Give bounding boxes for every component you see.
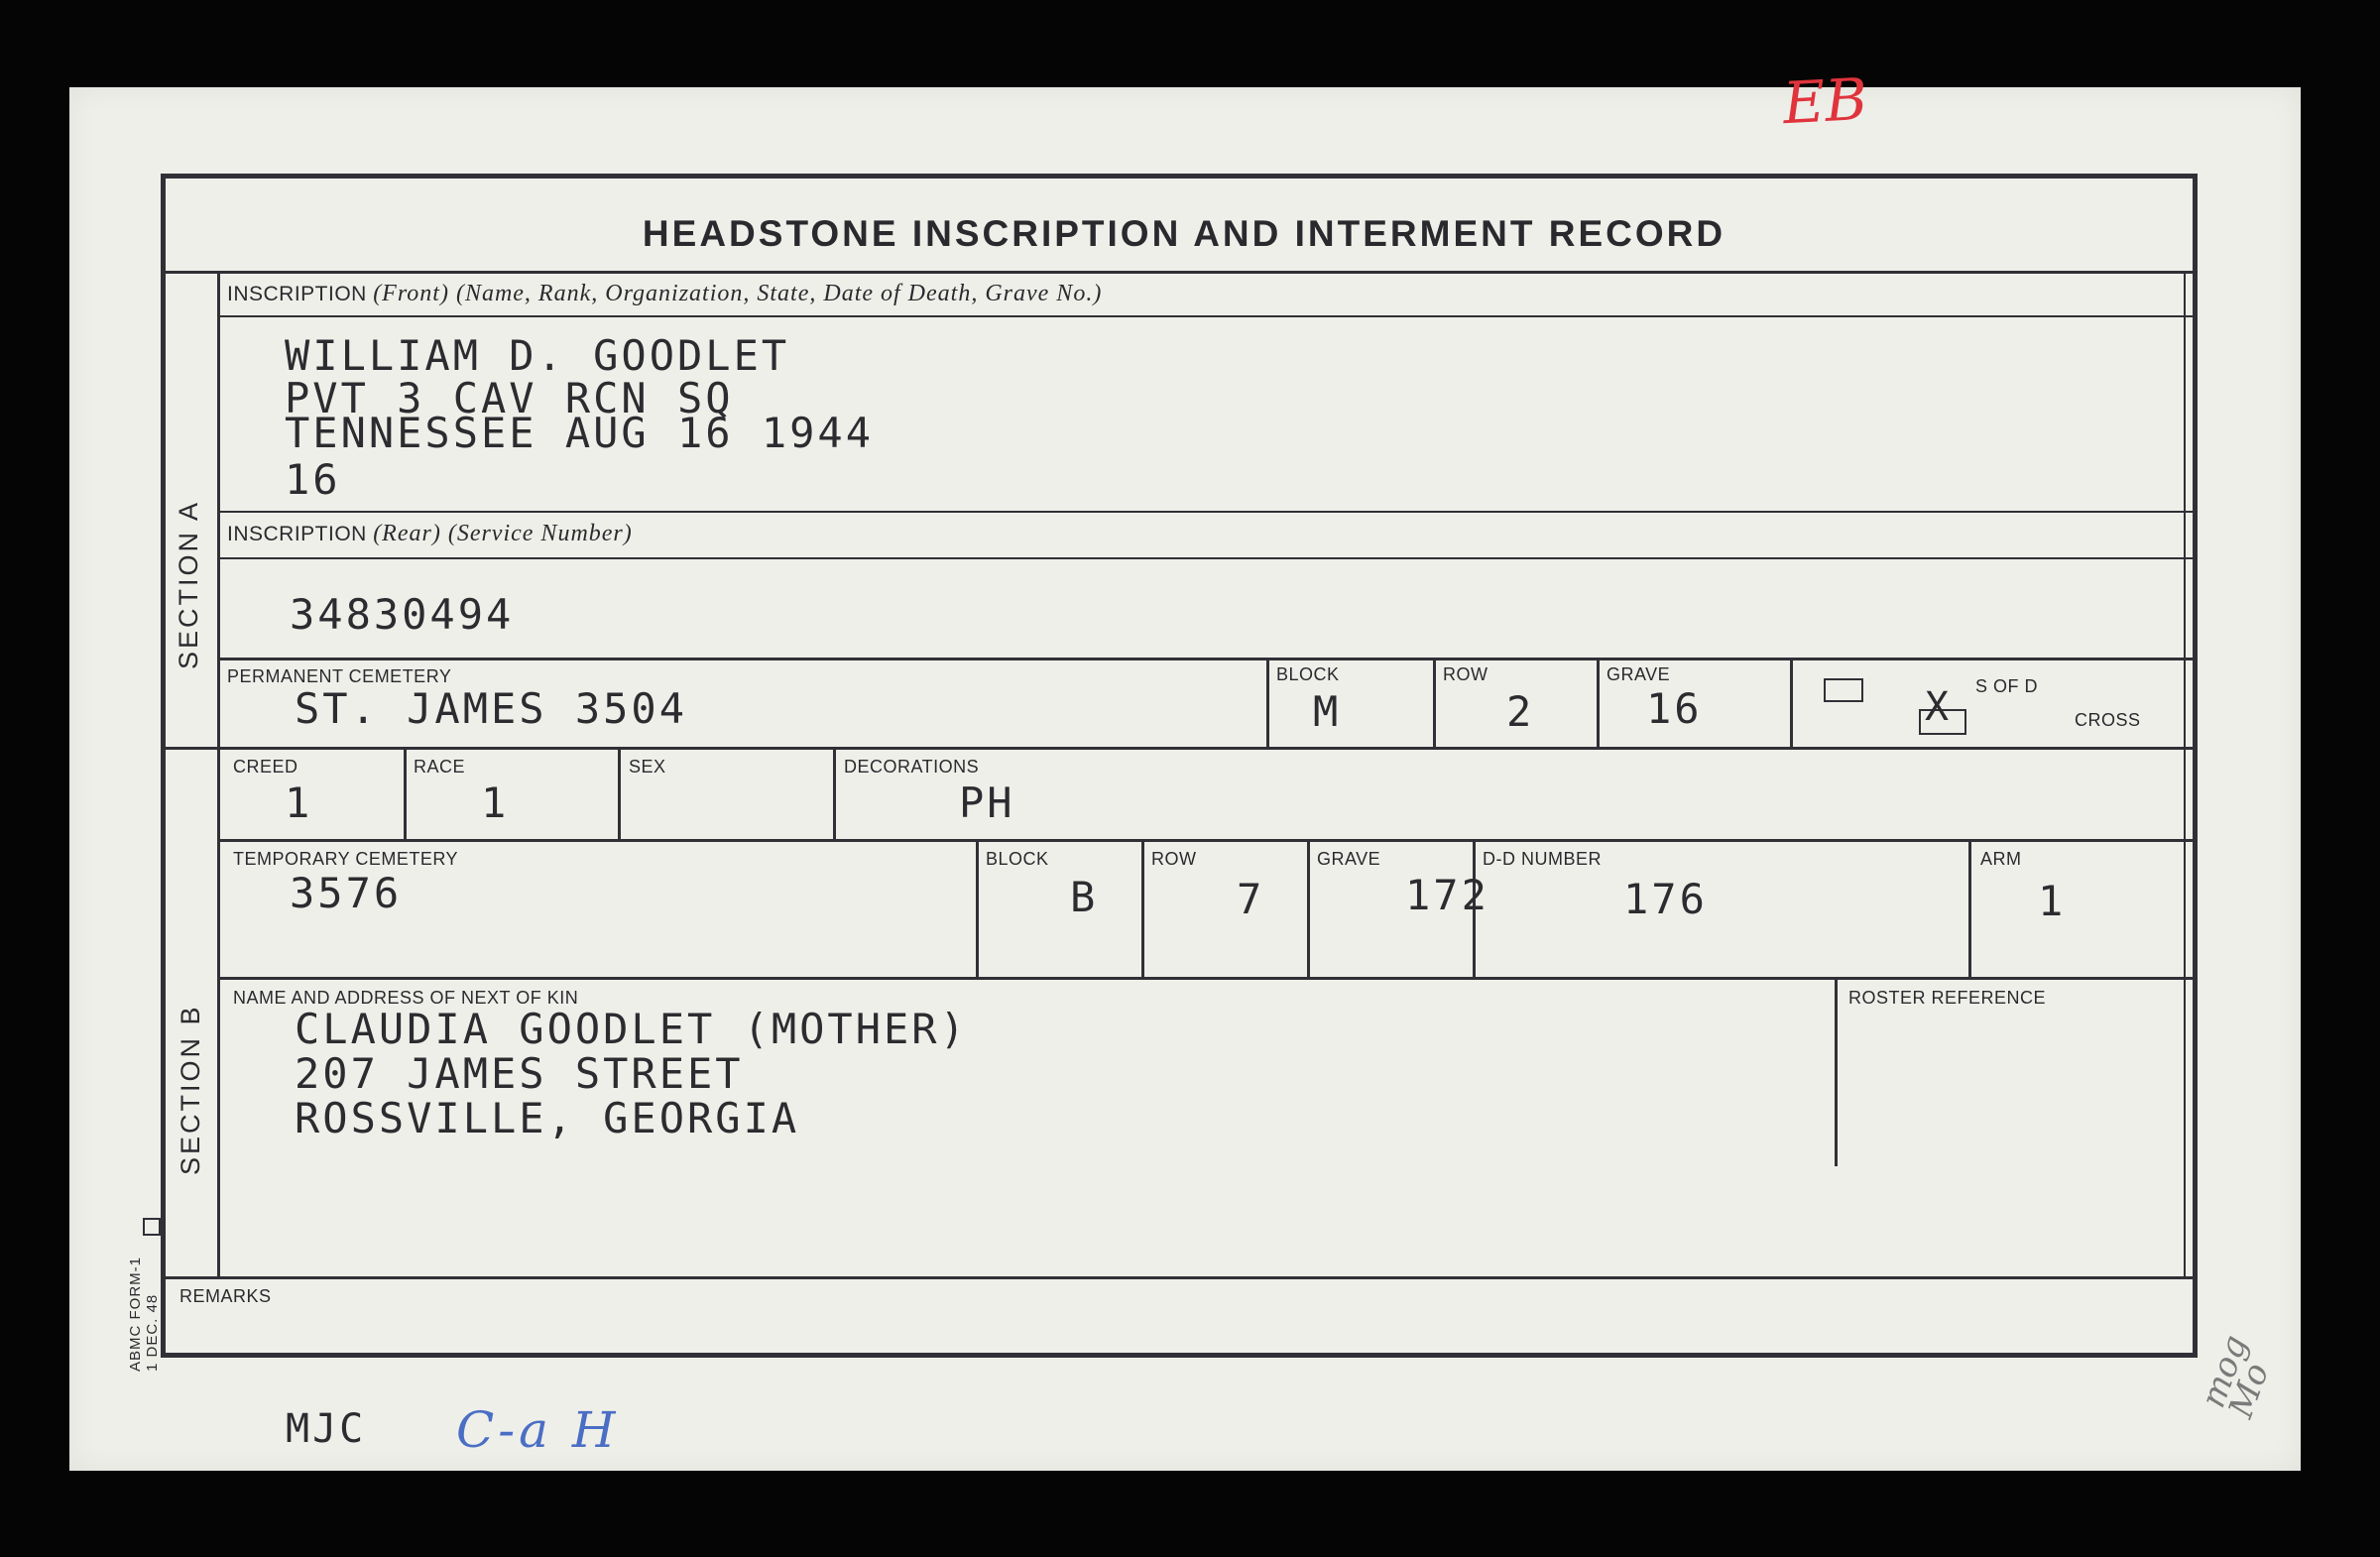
next-of-kin-line: 207 JAMES STREET	[295, 1049, 744, 1098]
section-a-label: SECTION A	[174, 499, 203, 669]
dd-number-value: 176	[1623, 875, 1708, 923]
temp-row-value: 7	[1237, 875, 1265, 923]
grave-value: 16	[1646, 684, 1703, 733]
inscription-line: 16	[285, 455, 341, 504]
dd-number-label: D-D NUMBER	[1483, 849, 1602, 869]
temporary-cemetery-label: TEMPORARY CEMETERY	[233, 849, 459, 869]
typed-initials: MJC	[286, 1406, 367, 1452]
inscription-line: TENNESSEE AUG 16 1944	[285, 409, 875, 457]
temp-grave-label: GRAVE	[1317, 849, 1381, 869]
decorations-label: DECORATIONS	[844, 757, 980, 777]
form-id-checkbox	[143, 1218, 161, 1236]
s-of-d-label: S OF D	[1975, 676, 2039, 696]
blue-handwritten-note: C-a H	[456, 1401, 620, 1459]
row-label: ROW	[1443, 664, 1488, 684]
inscription-rear-label: INSCRIPTION (Rear) (Service Number)	[227, 521, 633, 546]
pencil-note: mog Mo	[2193, 1330, 2278, 1423]
inscription-line: PVT 3 CAV RCN SQ	[285, 374, 734, 422]
decorations-value: PH	[959, 778, 1015, 827]
permanent-cemetery-value: ST. JAMES 3504	[295, 684, 688, 733]
race-label: RACE	[414, 757, 466, 777]
form-frame	[161, 174, 2198, 1358]
remarks-label: REMARKS	[179, 1286, 272, 1306]
race-value: 1	[481, 778, 510, 827]
next-of-kin-line: ROSSVILLE, GEORGIA	[295, 1094, 800, 1142]
cross-label: CROSS	[2075, 710, 2141, 730]
inscription-line: WILLIAM D. GOODLET	[285, 331, 790, 380]
cross-check-mark: X	[1925, 684, 1950, 730]
section-b-label: SECTION B	[176, 1004, 205, 1175]
temp-row-label: ROW	[1151, 849, 1197, 869]
next-of-kin-line: CLAUDIA GOODLET (MOTHER)	[295, 1005, 968, 1053]
next-of-kin-label: NAME AND ADDRESS OF NEXT OF KIN	[233, 988, 579, 1008]
row-value: 2	[1506, 687, 1535, 736]
arm-value: 1	[2038, 877, 2067, 925]
block-label: BLOCK	[1276, 664, 1340, 684]
service-number: 34830494	[290, 590, 515, 639]
sex-label: SEX	[629, 757, 666, 777]
roster-reference-label: ROSTER REFERENCE	[1848, 988, 2047, 1008]
inscription-front-label: INSCRIPTION (Front) (Name, Rank, Organization, State, Date of Death, Grave No.)	[227, 281, 1103, 306]
permanent-cemetery-label: PERMANENT CEMETERY	[227, 666, 452, 686]
creed-value: 1	[285, 778, 313, 827]
form-id: ABMC FORM-1 1 DEC. 48	[127, 1257, 161, 1372]
grave-label: GRAVE	[1606, 664, 1671, 684]
arm-label: ARM	[1980, 849, 2022, 869]
temporary-cemetery-value: 3576	[290, 869, 403, 917]
temp-block-value: B	[1070, 873, 1099, 921]
red-initials-annotation: EB	[1781, 64, 1869, 138]
next-of-kin-address	[295, 1007, 968, 1140]
temp-block-label: BLOCK	[986, 849, 1049, 869]
form-title: HEADSTONE INSCRIPTION AND INTERMENT RECORD	[642, 213, 1726, 254]
record-card	[69, 64, 2301, 1471]
creed-label: CREED	[233, 757, 298, 777]
block-value: M	[1313, 687, 1342, 736]
temp-grave-value: 172	[1405, 871, 1489, 919]
s-of-d-checkbox	[1824, 678, 1863, 702]
inscription-front-text	[285, 332, 874, 503]
